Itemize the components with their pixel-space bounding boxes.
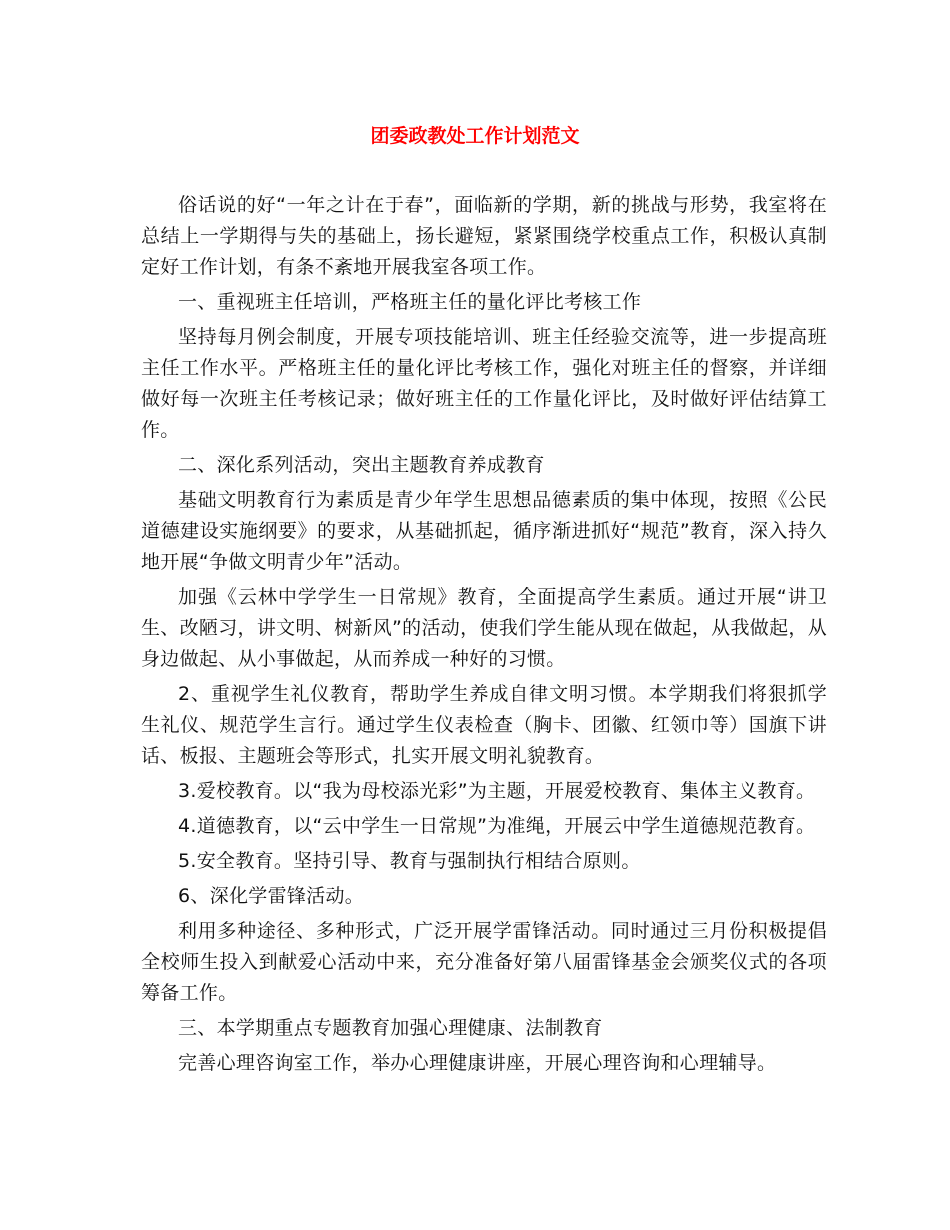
list-item: 4.道德教育，以“云中学生一日常规”为准绳，开展云中学生道德规范教育。 <box>178 815 816 837</box>
paragraph: 利用多种途径、多种形式，广泛开展学雷锋活动。同时通过三月份积极提倡全校师生投入到献爱心活动中来，充分准备好第八届雷锋基金会颁奖仪式的各项筹备工作。 <box>141 920 827 1004</box>
list-item: 3.爱校教育。以“我为母校添光彩”为主题，开展爱校教育、集体主义教育。 <box>178 780 816 802</box>
document-body <box>141 190 827 1083</box>
list-item: 6、深化学雷锋活动。 <box>178 885 365 907</box>
paragraph: 基础文明教育行为素质是青少年学生思想品德素质的集中体现，按照《公民道德建设实施纲要》的要求，从基础抓起，循序渐进抓好“规范”教育，深入持久地开展“争做文明青少年”活动。 <box>141 489 827 573</box>
section-heading-1: 一、重视班主任培训，严格班主任的量化评比考核工作 <box>178 291 642 313</box>
paragraph: 坚持每月例会制度，开展专项技能培训、班主任经验交流等，进一步提高班主任工作水平。严格班主任的量化评比考核工作，强化对班主任的督察，并详细做好每一次班主任考核记录；做好班主任的工作量化评比，及时做好评估结算工作。 <box>141 326 827 441</box>
section-heading-3: 三、本学期重点专题教育加强心理健康、法制教育 <box>178 1017 603 1039</box>
paragraph-intro: 俗话说的好“一年之计在于春”，面临新的学期，新的挑战与形势，我室将在总结上一学期得与失的基础上，扬长避短，紧紧围绕学校重点工作，积极认真制定好工作计划，有条不紊地开展我室各项工作。 <box>141 194 827 278</box>
document-title: 团委政教处工作计划范文 <box>370 125 580 147</box>
paragraph: 加强《云林中学学生一日常规》教育，全面提高学生素质。通过开展“讲卫生、改陋习，讲文明、树新风”的活动，使我们学生能从现在做起，从我做起，从身边做起、从小事做起，从而养成一种好的习惯。 <box>141 586 827 670</box>
paragraph: 完善心理咨询室工作，举办心理健康讲座，开展心理咨询和心理辅导。 <box>178 1052 777 1074</box>
paragraph: 2、重视学生礼仪教育，帮助学生养成自律文明习惯。本学期我们将狠抓学生礼仪、规范学生言行。通过学生仪表检查（胸卡、团徽、红领巾等）国旗下讲话、板报、主题班会等形式，扎实开展文明礼貌教育。 <box>141 683 827 767</box>
section-heading-2: 二、深化系列活动，突出主题教育养成教育 <box>178 454 545 476</box>
list-item: 5.安全教育。坚持引导、教育与强制执行相结合原则。 <box>178 850 641 872</box>
